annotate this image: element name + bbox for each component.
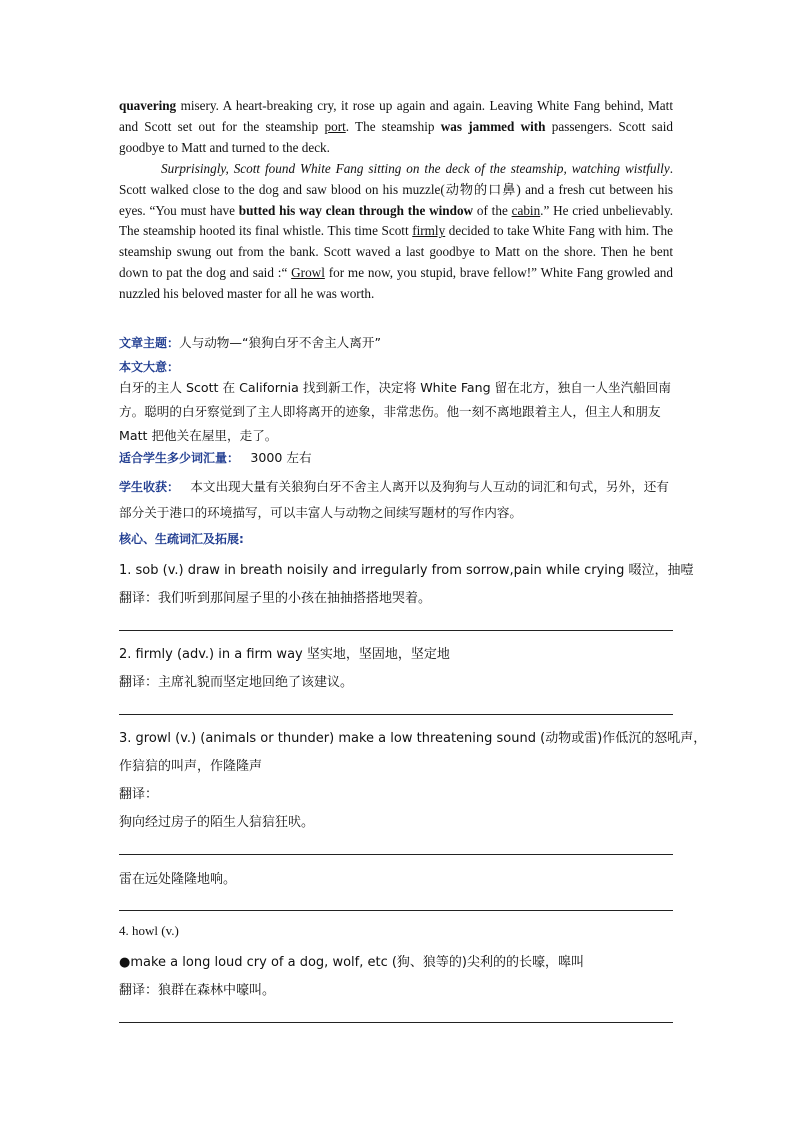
bold-phrase: was jammed with [440, 118, 546, 134]
text-run: decided to take White Fang with him. The steamship swung out from the bank. Scott waved a last goodbye to Matt on the shore. Then he bent down to pat the dog and said :“ [119, 223, 673, 281]
summary-text: 白牙的主人 Scott 在 California 找到新工作，决定将 White Fang 留在北方，独自一人坐汽船回南方。聪明的白牙察觉到了主人即将离开的迹象，非常悲伤。他一刻不离地跟着主人，但主人和朋友 Matt 把他关在屋里，走了。 [119, 380, 671, 443]
answer-line [119, 854, 673, 855]
bold-phrase: quavering [119, 98, 177, 113]
entry-3-translation-label: 翻译： [119, 787, 159, 802]
entry-3-sentence-2: 雷在远处隆隆地响。 [119, 872, 237, 887]
summary-label-text: 本文大意： [119, 360, 180, 374]
underlined-word: firmly [412, 223, 446, 239]
text-run: of the [473, 202, 512, 218]
text-run: misery. A heart-breaking cry, it rose up again and again. Leaving White Fang behind, Matt and Scott set out for the steamship [119, 98, 673, 134]
bold-phrase: butted his way clean through the window [238, 202, 474, 218]
gain-text: 本文出现大量有关狼狗白牙不舍主人离开以及狗狗与人互动的词汇和句式，另外，还有部分关于港口的环境描写，可以丰富人与动物之间续写题材的写作内容。 [119, 479, 669, 520]
text-run: passengers. Scott said goodbye to Matt and turned to the deck. [119, 118, 673, 155]
text-run: . The steamship [345, 118, 441, 134]
vocab-level-label: 适合学生多少词汇量： [119, 451, 240, 465]
entry-2-definition: 2. firmly (adv.) in a firm way 坚实地，坚固地，坚定地 [119, 647, 450, 662]
story-paragraph-1 [119, 96, 673, 159]
entry-1-translation: 翻译：我们听到那间屋子里的小孩在抽抽搭搭地哭着。 [119, 591, 432, 606]
theme-label: 文章主题： [119, 336, 180, 350]
answer-line [119, 714, 673, 715]
text-run: . Scott walked close to the dog and saw blood on his muzzle(动物的口鼻) and a fresh cut between his eyes. “You must have [119, 160, 673, 218]
entry-1-definition: 1. sob (v.) draw in breath noisily and irregularly from sorrow,pain while crying 啜泣，抽噎 [119, 563, 694, 578]
entry-3-definition-cont: 作狺狺的叫声，作隆隆声 [119, 759, 263, 774]
summary-label [119, 358, 675, 375]
entry-2-translation: 翻译：主席礼貌而坚定地回绝了该建议。 [119, 675, 354, 690]
text-run: for me now, you stupid, brave fellow!” White Fang growled and nuzzled his beloved master for all he was worth. [119, 265, 673, 302]
answer-line [119, 910, 673, 911]
theme-line [119, 332, 675, 351]
core-vocab-heading [119, 530, 675, 547]
core-vocab-label: 核心、生疏词汇及拓展: [119, 532, 244, 546]
underlined-word: cabin [511, 202, 541, 218]
entry-4-translation: 翻译：狼群在森林中嚎叫。 [119, 983, 276, 998]
story-text [119, 96, 673, 305]
entry-3-definition: 3. growl (v.) (animals or thunder) make a low threatening sound (动物或雷)作低沉的怒吼声， [119, 731, 707, 746]
entry-4-definition: ●make a long loud cry of a dog, wolf, etc (狗、狼等的)尖利的的长嚎，嗥叫 [119, 955, 585, 970]
vocab-level-line [119, 447, 675, 466]
gain-label: 学生收获： [119, 480, 180, 494]
underlined-word: port [324, 118, 346, 134]
story-paragraph-2 [119, 159, 673, 305]
vocab-level-text: 3000 左右 [250, 450, 312, 465]
entry-3-sentence-1: 狗向经过房子的陌生人狺狺狂吠。 [119, 815, 315, 830]
entry-4-headword: 4. howl (v.) [119, 923, 179, 938]
theme-text: 人与动物—“狼狗白牙不舍主人离开” [179, 335, 381, 350]
underlined-word: Growl [291, 265, 325, 281]
gain-block [119, 474, 675, 526]
answer-line [119, 1022, 673, 1023]
italic-phrase: Surprisingly, Scott found White Fang sitting on the deck of the steamship, watching wistfully [161, 160, 670, 176]
answer-line [119, 630, 673, 631]
text-run: .” He cried unbelievably. The steamship hooted its final whistle. This time Scott [119, 202, 674, 239]
